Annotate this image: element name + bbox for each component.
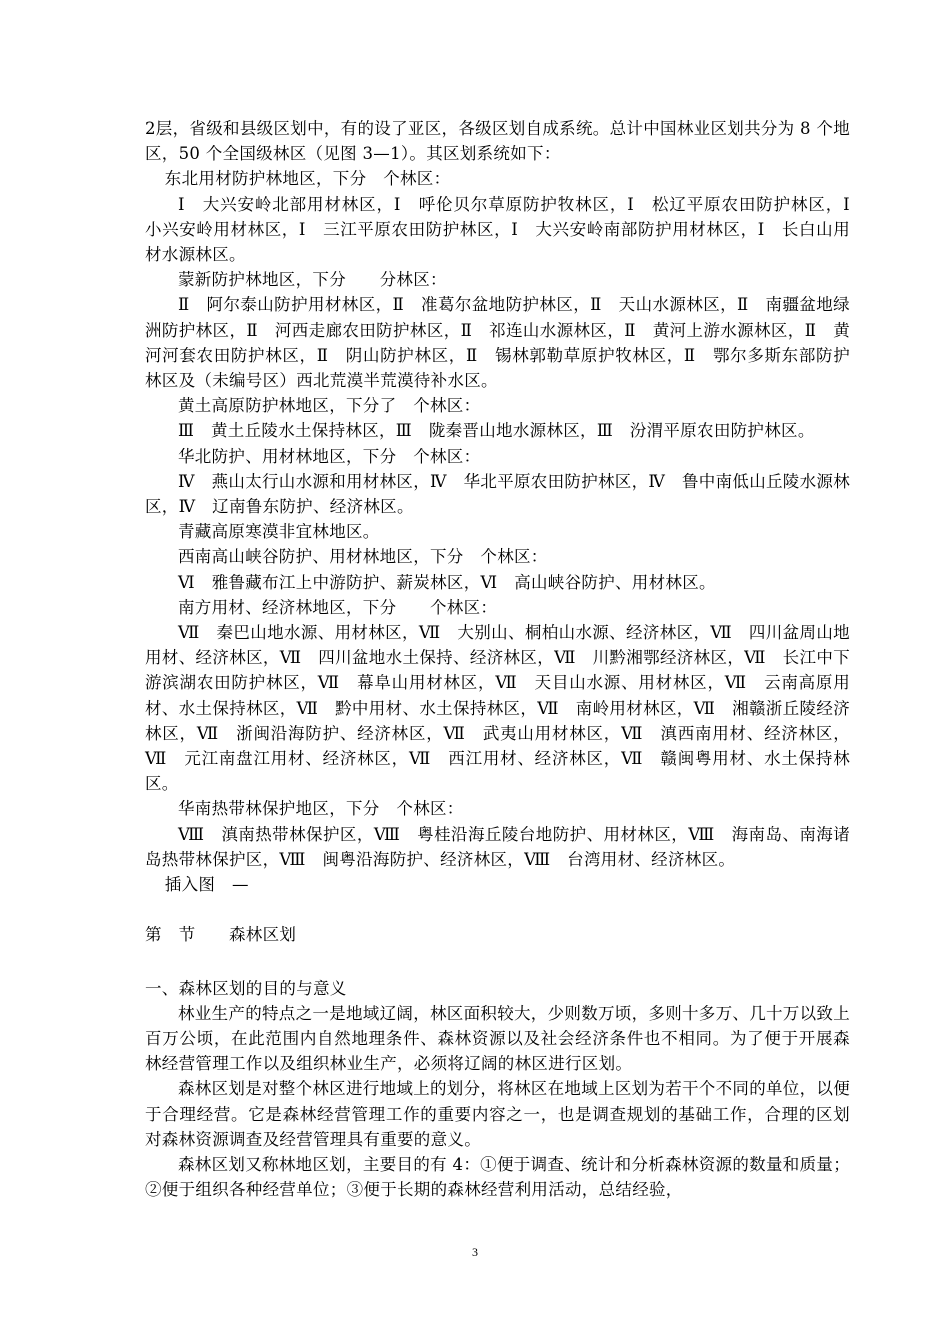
region-list-northeast: Ⅰ 大兴安岭北部用材林区，Ⅰ 呼伦贝尔草原防护牧林区，Ⅰ 松辽平原农田防护林区，Ⅰ 小兴安岭用材林区，Ⅰ 三江平原农田防护林区，Ⅰ 大兴安岭南部防护用材林区，Ⅰ 长白山用材水源林区。 — [145, 194, 867, 265]
body-text — [145, 116, 867, 1202]
region-list-mengxin: Ⅱ 阿尔泰山防护用材林区，Ⅱ 准葛尔盆地防护林区，Ⅱ 天山水源林区，Ⅱ 南疆盆地绿洲防护林区，Ⅱ 河西走廊农田防护林区，Ⅱ 祁连山水源林区，Ⅱ 黄河上游水源林区，Ⅱ 黄河河套农田防护林区，Ⅱ 阴山防护林区，Ⅱ 锡林郭勒草原护牧林区，Ⅱ 鄂尔多斯东部防护林区及（未编号区）西北荒漠半荒漠待补水区。 — [145, 295, 850, 391]
region-heading-qinghai-tibet: 青藏高原寒漠非宜林地区。 — [178, 522, 380, 542]
spacer — [145, 897, 850, 922]
region-heading-loess: 黄土高原防护林地区，下分了 个林区： — [178, 396, 481, 416]
paragraph: 森林区划是对整个林区进行地域上的划分，将林区在地域上区划为若干个不同的单位，以便于合理经营。它是森林经营管理工作的重要内容之一，也是调查规划的基础工作，合理的区划对森林资源调查及经营管理具有重要的意义。 — [145, 1079, 850, 1149]
region-heading-mengxin: 蒙新防护林地区，下分 分林区： — [178, 270, 447, 290]
paragraph: 2层，省级和县级区划中，有的设了亚区，各级区划自成系统。总计中国林业区划共分为 8 个地区，50 个全国级林区（见图 3—1）。其区划系统如下： — [145, 119, 850, 164]
region-list-south: Ⅶ 秦巴山地水源、用材林区，Ⅶ 大别山、桐柏山水源、经济林区，Ⅶ 四川盆周山地用材、经济林区，Ⅶ 四川盆地水土保持、经济林区，Ⅶ 川黔湘鄂经济林区，Ⅶ 长江中下游滨湖农田防护林区，Ⅶ 幕阜山用材林区，Ⅶ 天目山水源、用材林区，Ⅶ 云南高原用材、水土保持林区，Ⅶ 黔中用材、水土保持林区，Ⅶ 南岭用材林区，Ⅶ 湘赣浙丘陵经济林区，Ⅶ 浙闽沿海防护、经济林区，Ⅶ 武夷山用材林区，Ⅶ 滇西南用材、经济林区，Ⅶ 元江南盘江用材、经济林区，Ⅶ 西江用材、经济林区，Ⅶ 赣闽粤用材、水土保持林区。 — [145, 623, 850, 794]
region-heading-southwest: 西南高山峡谷防护、用材林地区，下分 个林区： — [178, 547, 548, 567]
region-list-north-china: Ⅳ 燕山太行山水源和用材林区，Ⅳ 华北平原农田防护林区，Ⅳ 鲁中南低山丘陵水源林区，Ⅳ 辽南鲁东防护、经济林区。 — [145, 471, 850, 517]
figure-insert-note: 插入图 — — [164, 875, 249, 895]
region-heading-south: 南方用材、经济林地区，下分 个林区： — [178, 597, 498, 617]
region-list-south-china-tropical: Ⅷ 滇南热带林保护区，Ⅷ 粤桂沿海丘陵台地防护、用材林区，Ⅷ 海南岛、南海诸岛热带林保护区，Ⅷ 闽粤沿海防护、经济林区，Ⅷ 台湾用材、经济林区。 — [145, 824, 850, 869]
region-list-southwest: Ⅵ 雅鲁藏布江上中游防护、薪炭林区，Ⅵ 高山峡谷防护、用材林区。 — [178, 572, 716, 592]
subsection-heading: 一、森林区划的目的与意义 — [145, 978, 347, 998]
spacer — [145, 948, 850, 976]
page-number: 3 — [472, 1245, 478, 1259]
paragraph: 森林区划又称林地区划，主要目的有 4：①便于调查、统计和分析森林资源的数量和质量；②便于组织各种经营单位；③便于长期的森林经营利用活动，总结经验， — [145, 1154, 850, 1200]
paragraph: 林业生产的特点之一是地域辽阔，林区面积较大，少则数万顷，多则十多万、几十万以致上百万公顷，在此范围内自然地理条件、森林资源以及社会经济条件也不相同。为了便于开展森林经营管理工作以及组织林业生产，必须将辽阔的林区进行区划。 — [145, 1003, 850, 1074]
region-heading-northeast: 东北用材防护林地区，下分 个林区： — [164, 169, 451, 189]
region-heading-north-china: 华北防护、用材林地区，下分 个林区： — [178, 446, 481, 466]
region-heading-south-china-tropical: 华南热带林保护地区，下分 个林区： — [178, 799, 464, 819]
region-list-loess: Ⅲ 黄土丘陵水土保持林区，Ⅲ 陇秦晋山地水源林区，Ⅲ 汾渭平原农田防护林区。 — [178, 421, 815, 441]
section-heading: 第 节 森林区划 — [145, 925, 297, 945]
